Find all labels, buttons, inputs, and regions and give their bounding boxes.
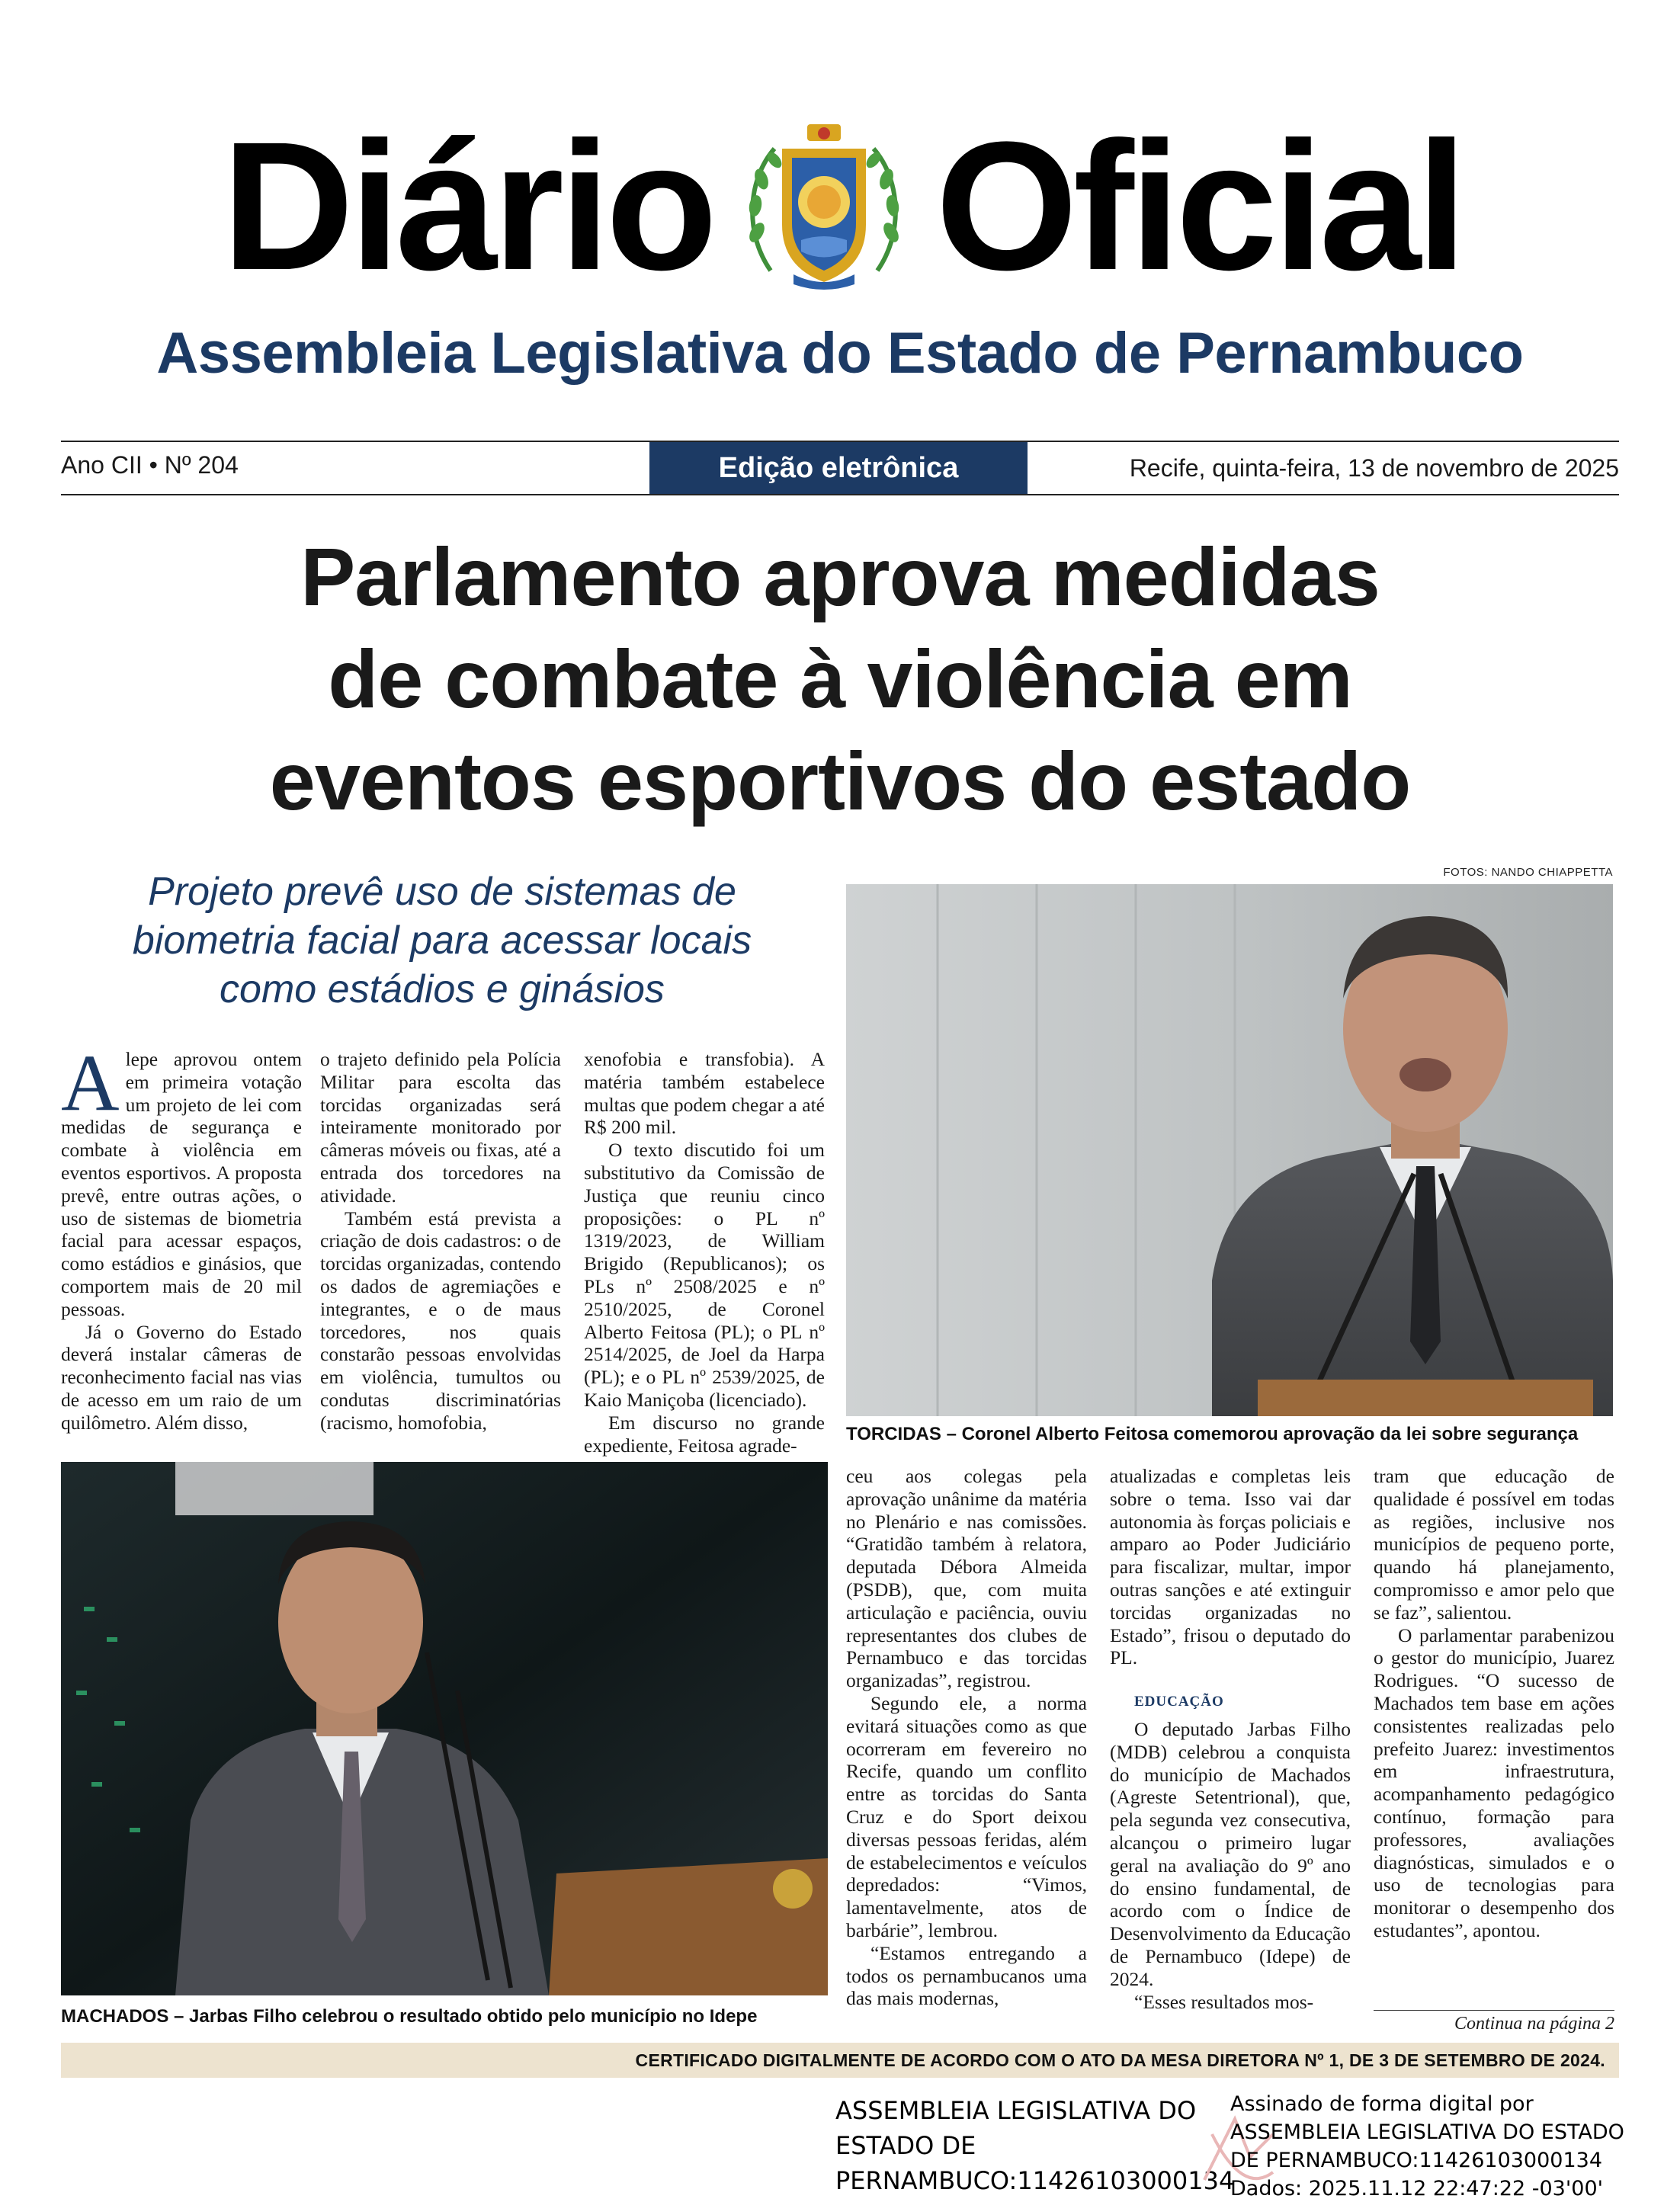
- article-column-5: [1110, 1465, 1351, 2013]
- masthead: [84, 104, 1601, 308]
- paragraph: “Estamos entregando a todos os pernambucanos uma das mais modernas,: [846, 1941, 1087, 2010]
- dropcap: A: [61, 1038, 120, 1127]
- signature-name-block: [835, 2093, 1235, 2198]
- article-column-3: [584, 1048, 825, 1457]
- masthead-word-right: Oficial: [935, 104, 1463, 308]
- paragraph: o trajeto definido pela Polícia Militar para escolta das torcidas organizadas será inteiramente monitorado por câmeras móveis ou fixas, até a entrada dos torcedores na atividade.: [320, 1048, 561, 1207]
- photo2-caption: MACHADOS – Jarbas Filho celebrou o resultado obtido pelo município no Idepe: [61, 2006, 758, 2027]
- signature-detail-line: DE PERNAMBUCO:11426103000134: [1230, 2149, 1603, 2172]
- certification-bar: [61, 2043, 1619, 2078]
- headline-line: de combate à violência em: [328, 633, 1352, 725]
- paragraph: O texto discutido foi um substitutivo da Comissão de Justiça que reuniu cinco proposições: o PL nº 1319/2023, de William Brigido (Republicanos); os PLs nº 2508/2025 e nº 2510/2025, de Coronel Alberto Feitosa (PL); o PL nº 2514/2025, de Joel da Harpa (PL); e o PL nº 2539/2025, de Kaio Maniçoba (licenciado).: [584, 1139, 825, 1411]
- dateline: Recife, quinta-feira, 13 de novembro de 2025: [1129, 454, 1619, 482]
- headline: [0, 526, 1680, 832]
- pernambuco-coat-of-arms-icon: [740, 118, 908, 293]
- headline-line: Parlamento aprova medidas: [300, 530, 1380, 623]
- signature-detail-line: ASSEMBLEIA LEGISLATIVA DO ESTADO: [1230, 2120, 1624, 2144]
- section-heading-educacao: EDUCAÇÃO: [1134, 1694, 1224, 1710]
- signature-name-line: ASSEMBLEIA LEGISLATIVA DO: [835, 2096, 1197, 2125]
- signature-name-line: PERNAMBUCO:11426103000134: [835, 2166, 1235, 2195]
- deck-line: biometria facial para acessar locais: [132, 918, 752, 963]
- info-bar: [61, 441, 1619, 495]
- article-column-1: [61, 1038, 302, 1434]
- signature-name-line: ESTADO DE: [835, 2131, 976, 2160]
- paragraph: O parlamentar parabenizou o gestor do município, Juarez Rodrigues. “O sucesso de Machados tem base em ações consistentes realizadas pelo prefeito Juarez: investimentos em infraestrutura, acompanhamento pedagógico contínuo, formação para professores, avaliações diagnósticas, simulados e o uso de tecnologias para monitorar o desempenho dos estudantes”, apontou.: [1374, 1623, 1614, 1941]
- article-column-4: [846, 1465, 1087, 2010]
- article-column-2: [320, 1048, 561, 1434]
- deck-line: Projeto prevê uso de sistemas de: [148, 870, 736, 914]
- issue-number: Ano CII • Nº 204: [61, 451, 239, 479]
- headline-line: eventos esportivos do estado: [269, 735, 1411, 827]
- paragraph: atualizadas e completas leis sobre o tema. Isso vai dar autonomia às forças policiais e amparo ao Poder Judiciário para fiscalizar, multar, impor outras sanções e até extinguir torcidas organizadas no Estado”, frisou o deputado do PL.: [1110, 1465, 1351, 1669]
- paragraph: lepe aprovou ontem em primeira votação um projeto de lei com medidas de segurança e combate à violência em eventos esportivos. A proposta prevê, entre outras ações, o uso de sistemas de biometria facial para acessar espaços, como estádios e ginásios, que comportem mais de 20 mil pessoas.: [61, 1048, 302, 1320]
- paragraph: ceu aos colegas pela aprovação unânime da matéria no Plenário e nas comissões. “Gratidão também à relatora, deputada Débora Almeida (PSDB), que, com muita articulação e paciência, ouviu representantes dos clubes de Pernambuco e das torcidas organizadas”, registrou.: [846, 1465, 1087, 1692]
- paragraph: “Esses resultados mos-: [1134, 1990, 1314, 2013]
- paragraph: Em discurso no grande expediente, Feitosa agrade-: [584, 1411, 825, 1457]
- certification-text: CERTIFICADO DIGITALMENTE DE ACORDO COM O ATO DA MESA DIRETORA Nº 1, DE 3 DE SETEMBRO DE 2024.: [635, 2050, 1605, 2070]
- paragraph: O deputado Jarbas Filho (MDB) celebrou a conquista do município de Machados (Agreste Setentrional), que, pela segunda vez consecutiva, alcançou o primeiro lugar geral na avaliação do 9º ano do ensino fundamental, de acordo com o Índice de Desenvolvimento da Educação de Pernambuco (Idepe) de 2024.: [1110, 1717, 1351, 1990]
- signature-detail-line: Assinado de forma digital por: [1230, 2092, 1534, 2116]
- photo-jarbas-filho: [61, 1462, 828, 1995]
- masthead-word-left: Diário: [222, 104, 713, 308]
- paragraph: Segundo ele, a norma evitará situações como as que ocorreram em fevereiro no Recife, quando um conflito entre as torcidas do Santa Cruz e do Sport deixou diversas pessoas feridas, além de estabelecimentos e veículos depredados: “Vimos, lamentavelmente, atos de barbárie”, lembrou.: [846, 1691, 1087, 1941]
- deck: [61, 867, 823, 1014]
- paragraph: tram que educação de qualidade é possível em todas as regiões, inclusive nos municípios de pequeno porte, quando há planejamento, compromisso e amor pelo que se faz”, salientou.: [1374, 1465, 1614, 1623]
- article-column-6: [1374, 1465, 1614, 1942]
- masthead-subtitle: Assembleia Legislativa do Estado de Pernambuco: [156, 321, 1524, 386]
- photo1-caption: TORCIDAS – Coronel Alberto Feitosa comemorou aprovação da lei sobre segurança: [846, 1424, 1579, 1444]
- deck-line: como estádios e ginásios: [220, 967, 665, 1011]
- paragraph: xenofobia e transfobia). A matéria também estabelece multas que podem chegar a até R$ 200 mil.: [584, 1048, 825, 1139]
- paragraph: Já o Governo do Estado deverá instalar câmeras de reconhecimento facial nas vias de acesso em um raio de um quilômetro. Além disso,: [61, 1320, 302, 1434]
- photo-coronel-feitosa: [846, 884, 1613, 1416]
- signature-details-block: [1230, 2090, 1657, 2202]
- signature-detail-line: Dados: 2025.11.12 22:47:22 -03'00': [1230, 2177, 1604, 2200]
- continua-link[interactable]: Continua na página 2: [1374, 2010, 1614, 2034]
- edition-badge: Edição eletrônica: [649, 442, 1028, 494]
- photo-credit: FOTOS: NANDO CHIAPPETTA: [1443, 866, 1613, 879]
- paragraph: Também está prevista a criação de dois cadastros: o de torcidas organizadas, contendo os dados de agremiações e integrantes, e o de maus torcedores, nos quais constarão pessoas envolvidas em violência, tumultos ou condutas discriminatórias (racismo, homofobia,: [320, 1207, 561, 1434]
